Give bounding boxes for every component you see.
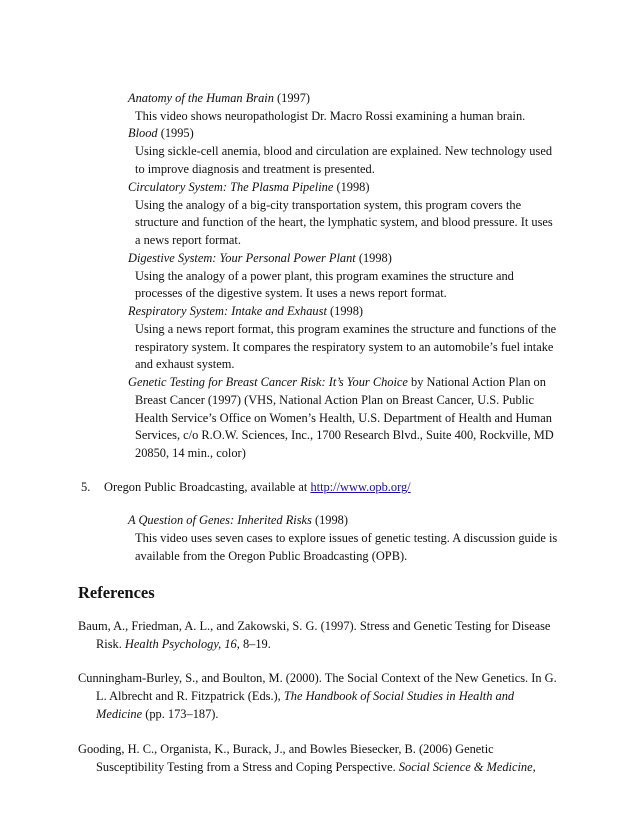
video-meta: (1995) (157, 126, 194, 140)
video-description-line: Using the analogy of a big-city transportation system, this program covers the (135, 198, 522, 212)
video-title-line (128, 302, 363, 320)
reference-text: , 8–19. (236, 637, 271, 651)
video-title-line (128, 124, 194, 142)
video-description-line: respiratory system. It compares the respiratory system to an automobile’s fuel intake (135, 340, 554, 354)
reference-text: Risk. (96, 637, 125, 651)
video-meta: (1998) (355, 251, 392, 265)
video-meta: (1998) (311, 513, 349, 527)
video-meta: (1998) (333, 180, 370, 194)
video-description-line: Services, c/o R.O.W. Sciences, Inc., 1700 Research Blvd., Suite 400, Rockville, MD (135, 428, 554, 442)
video-title: A Question of Genes: Inherited Risks (128, 513, 312, 527)
video-title-line (128, 178, 369, 196)
reference-text: L. Albrecht and R. Fitzpatrick (Eds.), (96, 689, 284, 703)
video-description-line: structure and function of the heart, the lymphatic system, and blood pressure. It uses (135, 215, 553, 229)
video-title: Respiratory System: Intake and Exhaust (128, 304, 327, 318)
video-description-line: This video shows neuropathologist Dr. Macro Rossi examining a human brain. (135, 109, 526, 123)
reference-line (96, 635, 271, 653)
source-text: Oregon Public Broadcasting, available at (104, 480, 311, 494)
video-title-line (128, 89, 310, 107)
source-link[interactable]: http://www.opb.org/ (310, 480, 411, 494)
video-title-line (128, 511, 348, 529)
video-description-line: This video uses seven cases to explore issues of genetic testing. A discussion guide is (135, 531, 558, 545)
reference-journal: Social Science & Medicine, (398, 760, 536, 774)
video-description-line: processes of the digestive system. It uses a news report format. (135, 286, 447, 300)
reference-book-title: The Handbook of Social Studies in Health and (283, 689, 515, 703)
video-title: Circulatory System: The Plasma Pipeline (128, 180, 334, 194)
reference-line: Baum, A., Friedman, A. L., and Zakowski, S. G. (1997). Stress and Genetic Testing for Disease (78, 619, 551, 633)
video-meta: (1998) (326, 304, 364, 318)
video-description-line: a news report format. (135, 233, 241, 247)
video-description-line: Using the analogy of a power plant, this program examines the structure and (135, 269, 514, 283)
video-description-line: Using a news report format, this program examines the structure and functions of the (135, 322, 557, 336)
video-description-line: Health Service’s Office on Women’s Health, U.S. Department of Health and Human (135, 411, 552, 425)
reference-book-title: Medicine (96, 707, 143, 721)
reference-line: Gooding, H. C., Organista, K., Burack, J., and Bowles Biesecker, B. (2006) Genetic (78, 742, 494, 756)
reference-journal: Health Psychology, 16 (124, 637, 237, 651)
reference-text: Susceptibility Testing from a Stress and Coping Perspective. (96, 760, 399, 774)
video-description-line: Using sickle-cell anemia, blood and circulation are explained. New technology used (135, 144, 553, 158)
video-description-line: 20850, 14 min., color) (135, 446, 246, 460)
video-title: Genetic Testing for Breast Cancer Risk: It’s Your Choice (128, 375, 408, 389)
reference-text: (pp. 173–187). (142, 707, 219, 721)
video-description-line: to improve diagnosis and treatment is presented. (135, 162, 375, 176)
reference-line (96, 687, 514, 705)
video-title: Digestive System: Your Personal Power Plant (128, 251, 356, 265)
video-meta: by National Action Plan on (407, 375, 546, 389)
reference-line (96, 758, 536, 776)
video-meta: (1997) (273, 91, 311, 105)
video-title-line (128, 249, 392, 267)
video-description-line: available from the Oregon Public Broadcasting (OPB). (135, 549, 408, 563)
video-title: Blood (128, 126, 158, 140)
reference-line: Cunningham-Burley, S., and Boulton, M. (2000). The Social Context of the New Genetics. In G. (78, 671, 557, 685)
video-title: Anatomy of the Human Brain (128, 91, 274, 105)
references-heading: References (78, 583, 155, 602)
video-description-line: Breast Cancer (1997) (VHS, National Action Plan on Breast Cancer, U.S. Public (135, 393, 535, 407)
source-line (104, 478, 411, 496)
video-title-line (128, 373, 546, 391)
reference-line (96, 705, 219, 723)
list-number: 5. (81, 480, 91, 494)
video-description-line: and exhaust system. (135, 357, 235, 371)
